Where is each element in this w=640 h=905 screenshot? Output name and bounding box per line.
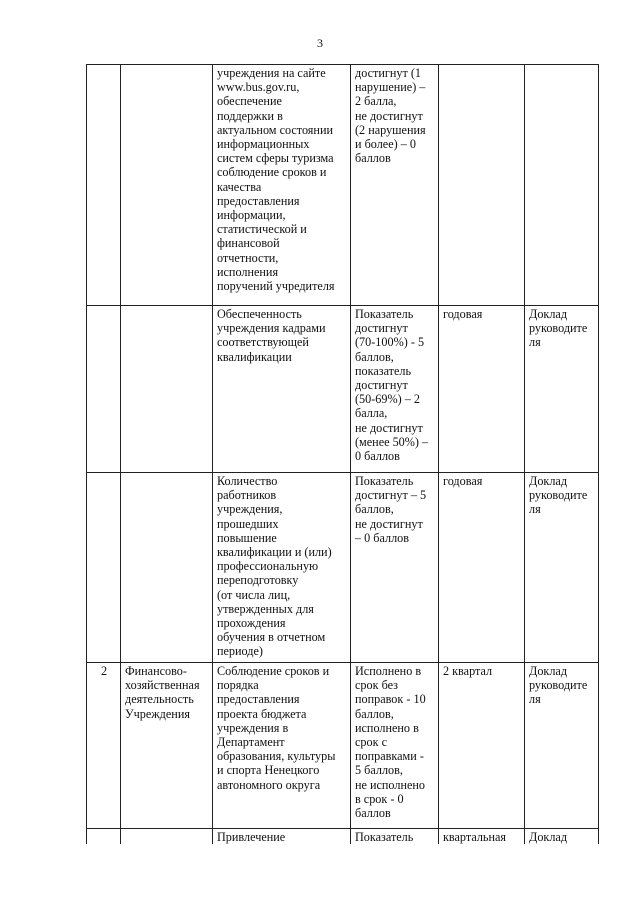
cell-period: 2 квартал <box>439 663 525 829</box>
cell-number <box>87 829 121 845</box>
cell-number <box>87 306 121 473</box>
cell-score: Исполнено в срок без поправок - 10 баллов, исполнено в срок с поправками - 5 баллов, не исполнено в срок - 0 баллов <box>351 663 439 829</box>
cell-direction <box>121 65 213 306</box>
cell-direction <box>121 306 213 473</box>
table-row <box>87 663 599 829</box>
cell-report: Доклад руководите ля <box>525 473 599 663</box>
table-row <box>87 306 599 473</box>
cell-criterion: Соблюдение сроков и порядка предоставления проекта бюджета учреждения в Департамент образования, культуры и спорта Ненецкого автономного округа <box>213 663 351 829</box>
cell-number <box>87 473 121 663</box>
cell-period: годовая <box>439 473 525 663</box>
cell-report: Доклад руководите ля <box>525 663 599 829</box>
cell-score: Показатель <box>351 829 439 845</box>
cell-criterion: Привлечение <box>213 829 351 845</box>
cell-criterion: Количество работников учреждения, прошедших повышение квалификации и (или) профессиональную переподготовку (от числа лиц, утвержденных для прохождения обучения в отчетном периоде) <box>213 473 351 663</box>
cell-report <box>525 65 599 306</box>
cell-score: Показатель достигнут (70-100%) - 5 баллов, показатель достигнут (50-69%) – 2 балла, не достигнут (менее 50%) – 0 баллов <box>351 306 439 473</box>
cell-criterion: учреждения на сайте www.bus.gov.ru, обеспечение поддержки в актуальном состоянии информационных систем сферы туризма соблюдение сроков и качества предоставления информации, статистической и финансовой отчетности, исполнения поручений учредителя <box>213 65 351 306</box>
table-row <box>87 65 599 306</box>
cell-report: Доклад <box>525 829 599 845</box>
page-number: 3 <box>317 36 323 50</box>
cell-score: Показатель достигнут – 5 баллов, не достигнут – 0 баллов <box>351 473 439 663</box>
criteria-table <box>86 64 599 844</box>
cell-period: квартальная <box>439 829 525 845</box>
table-row <box>87 829 599 845</box>
cell-direction <box>121 829 213 845</box>
cell-direction: Финансово- хозяйственная деятельность Учреждения <box>121 663 213 829</box>
cell-direction <box>121 473 213 663</box>
cell-period: годовая <box>439 306 525 473</box>
cell-score: достигнут (1 нарушение) – 2 балла, не достигнут (2 нарушения и более) – 0 баллов <box>351 65 439 306</box>
cell-criterion: Обеспеченность учреждения кадрами соответствующей квалификации <box>213 306 351 473</box>
cell-report: Доклад руководите ля <box>525 306 599 473</box>
table-row <box>87 473 599 663</box>
cell-number: 2 <box>87 663 121 829</box>
cell-period <box>439 65 525 306</box>
cell-number <box>87 65 121 306</box>
